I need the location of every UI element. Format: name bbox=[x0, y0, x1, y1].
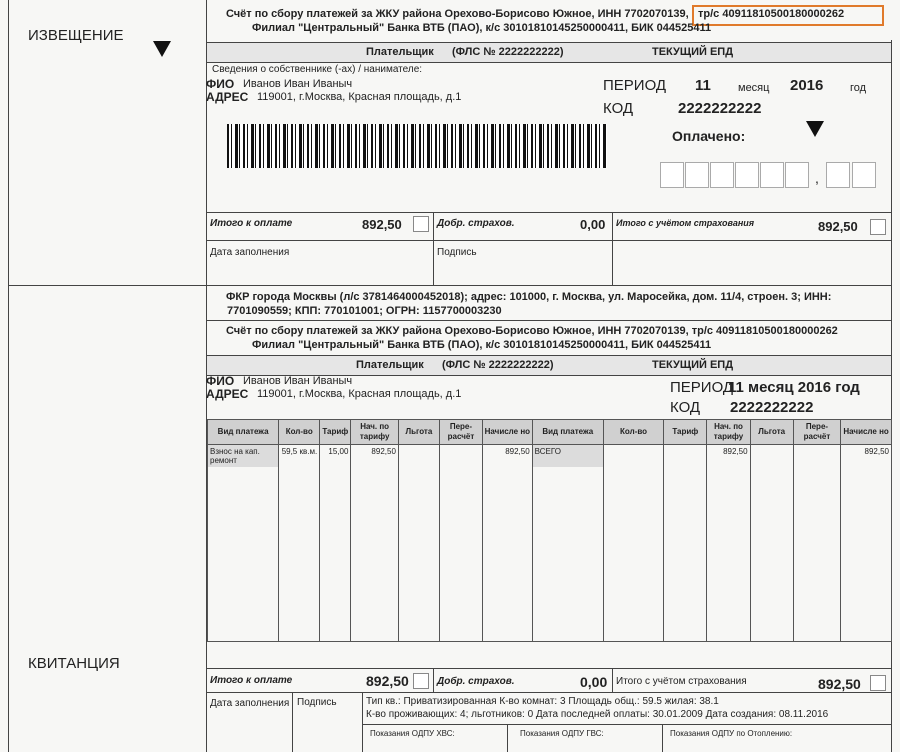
table-cell bbox=[439, 445, 482, 468]
total-ins-value: 892,50 bbox=[818, 219, 858, 234]
fio-value: Иванов Иван Иваныч bbox=[243, 375, 353, 387]
totals-bottom-line bbox=[207, 240, 891, 241]
total-ins-label: Итого с учётом страхования bbox=[616, 676, 747, 687]
fio-value: Иванов Иван Иваныч bbox=[243, 78, 353, 90]
table-cell: 892,50 bbox=[483, 445, 533, 468]
code-value: 2222222222 bbox=[730, 399, 814, 416]
total-ins-checkbox[interactable] bbox=[870, 219, 886, 235]
col-header: Тариф bbox=[320, 420, 351, 445]
total-ins-checkbox[interactable] bbox=[870, 675, 886, 691]
account-rs: тр/с 40911810500180000262 bbox=[698, 8, 845, 20]
totals-div-2 bbox=[612, 212, 613, 286]
fls-number: (ФЛС № 2222222222) bbox=[452, 46, 564, 58]
col-header: Кол-во bbox=[603, 420, 663, 445]
insurance-label: Добр. страхов. bbox=[437, 676, 515, 687]
totals-div-1 bbox=[433, 212, 434, 286]
current-epd: ТЕКУЩИЙ ЕПД bbox=[652, 359, 734, 371]
bottom-header-line-2: Филиал "Центральный" Банка ВТБ (ПАО), к/с 30101810145250000411, БИК 044525411 bbox=[252, 339, 712, 351]
fls-number: (ФЛС № 2222222222) bbox=[442, 359, 554, 371]
paid-digit-cell[interactable] bbox=[826, 162, 850, 188]
totals-bottom-line bbox=[207, 692, 891, 693]
fkr-line-1: ФКР города Москвы (л/с 3781464000452018); адрес: 101000, г. Москва, ул. Маросейка, дом. 11/4, строен. 3; ИНН: bbox=[226, 291, 832, 303]
fio-label: ФИО bbox=[206, 77, 235, 91]
receipt-label: КВИТАНЦИЯ bbox=[28, 655, 120, 672]
paid-digit-cell[interactable] bbox=[660, 162, 684, 188]
col-header: Вид платежа bbox=[208, 420, 279, 445]
table-cell bbox=[750, 445, 793, 468]
table-cell bbox=[793, 445, 840, 468]
table-cell: 15,00 bbox=[320, 445, 351, 468]
meter-heating: Показания ОДПУ по Отоплению: bbox=[670, 729, 793, 738]
total-checkbox[interactable] bbox=[413, 216, 429, 232]
table-cell bbox=[603, 445, 663, 468]
paid-digit-cell[interactable] bbox=[785, 162, 809, 188]
totals-div-2 bbox=[612, 668, 613, 692]
insurance-value: 0,00 bbox=[580, 674, 608, 690]
address-label: АДРЕС bbox=[206, 387, 249, 401]
table-cell: Взнос на кап. ремонт bbox=[208, 445, 279, 468]
frame-left-line bbox=[8, 0, 9, 752]
section-divider bbox=[8, 285, 892, 286]
col-header: Пере-расчёт bbox=[793, 420, 840, 445]
arrow-down-icon bbox=[806, 121, 824, 137]
total-ins-value: 892,50 bbox=[818, 676, 861, 692]
year-value: 2016 bbox=[790, 77, 824, 94]
period-label: ПЕРИОД bbox=[670, 379, 734, 396]
footer-div-1 bbox=[292, 692, 293, 752]
fkr-line-2: 7701090559; КПП: 770101001; ОГРН: 1157700003230 bbox=[227, 305, 502, 317]
payer-label: Плательщик bbox=[356, 359, 424, 371]
code-label: КОД bbox=[670, 399, 701, 416]
total-value: 892,50 bbox=[362, 217, 402, 232]
table-cell: 59,5 кв.м. bbox=[279, 445, 320, 468]
col-header: Нач. по тарифу bbox=[351, 420, 398, 445]
payer-bar-top bbox=[207, 42, 891, 43]
highlight-box bbox=[692, 5, 884, 26]
paid-digit-cell[interactable] bbox=[685, 162, 709, 188]
paid-digit-cell[interactable] bbox=[760, 162, 784, 188]
total-label: Итого к оплате bbox=[210, 675, 293, 686]
footer-div-2 bbox=[362, 692, 363, 752]
frame-right-line bbox=[891, 40, 892, 752]
charges-table bbox=[207, 419, 892, 642]
header-line-1: Счёт по сбору платежей за ЖКУ района Орехово-Борисово Южное, ИНН 7702070139, bbox=[226, 8, 689, 20]
col-header: Нач. по тарифу bbox=[707, 420, 750, 445]
date-fill-label: Дата заполнения bbox=[210, 247, 290, 258]
col-header: Начисле но bbox=[483, 420, 533, 445]
year-label: год bbox=[850, 82, 867, 94]
col-header: Льгота bbox=[398, 420, 439, 445]
paid-digit-cell[interactable] bbox=[735, 162, 759, 188]
table-empty-row bbox=[208, 467, 892, 642]
signature-label: Подпись bbox=[297, 697, 337, 708]
bottom-header-line-1: Счёт по сбору платежей за ЖКУ района Орехово-Борисово Южное, ИНН 7702070139, тр/с 40911810500180000262 bbox=[226, 325, 838, 337]
payer-bar-bottom bbox=[207, 62, 891, 63]
address-value: 119001, г.Москва, Красная площадь, д.1 bbox=[257, 91, 462, 103]
col-header: Пере-расчёт bbox=[439, 420, 482, 445]
fio-label: ФИО bbox=[206, 374, 235, 388]
col-header: Кол-во bbox=[279, 420, 320, 445]
col-header: Льгота bbox=[750, 420, 793, 445]
totals-div-1 bbox=[433, 668, 434, 692]
table-cell bbox=[664, 445, 707, 468]
table-cell: 892,50 bbox=[707, 445, 750, 468]
meter-hot-water: Показания ОДПУ ГВС: bbox=[520, 729, 604, 738]
meters-div-1 bbox=[507, 724, 508, 752]
table-header-row bbox=[208, 420, 892, 445]
total-checkbox[interactable] bbox=[413, 673, 429, 689]
fkr-bottom-line bbox=[207, 320, 891, 321]
paid-digit-cell[interactable] bbox=[852, 162, 876, 188]
signature-label: Подпись bbox=[437, 247, 477, 258]
table-cell bbox=[398, 445, 439, 468]
paid-label: Оплачено: bbox=[672, 128, 746, 144]
payer-label: Плательщик bbox=[366, 46, 434, 58]
period-label: ПЕРИОД bbox=[603, 77, 667, 94]
code-value: 2222222222 bbox=[678, 100, 762, 117]
meters-div-2 bbox=[662, 724, 663, 752]
col-header: Тариф bbox=[664, 420, 707, 445]
col-header: Начисле но bbox=[841, 420, 892, 445]
insurance-label: Добр. страхов. bbox=[437, 218, 515, 229]
period-value: 11 месяц 2016 год bbox=[728, 379, 860, 396]
table-cell: 892,50 bbox=[841, 445, 892, 468]
total-label: Итого к оплате bbox=[210, 218, 293, 229]
meter-cold-water: Показания ОДПУ ХВС: bbox=[370, 729, 455, 738]
total-value: 892,50 bbox=[366, 673, 409, 689]
col-header: Вид платежа bbox=[532, 420, 603, 445]
address-label: АДРЕС bbox=[206, 90, 249, 104]
insurance-value: 0,00 bbox=[580, 217, 606, 232]
date-fill-label: Дата заполнения bbox=[210, 698, 290, 709]
apartment-info-1: Тип кв.: Приватизированная К-во комнат: 3 Площадь общ.: 59.5 жилая: 38.1 bbox=[366, 696, 719, 707]
owner-info: Сведения о собственнике (-ах) / нанимателе: bbox=[212, 64, 423, 75]
table-row bbox=[208, 445, 892, 468]
payer-bar-top bbox=[207, 355, 891, 356]
month-label: месяц bbox=[738, 82, 770, 94]
notice-label: ИЗВЕЩЕНИЕ bbox=[28, 27, 124, 44]
meters-top-line bbox=[362, 724, 891, 725]
paid-comma: , bbox=[815, 170, 819, 186]
period-value: 11 bbox=[695, 77, 711, 94]
barcode bbox=[227, 124, 607, 168]
table-cell: ВСЕГО bbox=[532, 445, 603, 468]
arrow-down-icon bbox=[153, 41, 171, 57]
apartment-info-2: К-во проживающих: 4; льготников: 0 Дата последней оплаты: 30.01.2009 Дата создания: 08.11.2016 bbox=[366, 709, 829, 720]
header-line-2: Филиал "Центральный" Банка ВТБ (ПАО), к/с 30101810145250000411, БИК 044525411 bbox=[252, 22, 712, 34]
table-cell: 892,50 bbox=[351, 445, 398, 468]
code-label: КОД bbox=[603, 100, 634, 117]
total-ins-label: Итого с учётом страхования bbox=[616, 218, 755, 228]
address-value: 119001, г.Москва, Красная площадь, д.1 bbox=[257, 388, 462, 400]
paid-digit-cell[interactable] bbox=[710, 162, 734, 188]
totals-top-line bbox=[207, 668, 891, 669]
totals-top-line bbox=[207, 212, 891, 213]
current-epd: ТЕКУЩИЙ ЕПД bbox=[652, 46, 734, 58]
